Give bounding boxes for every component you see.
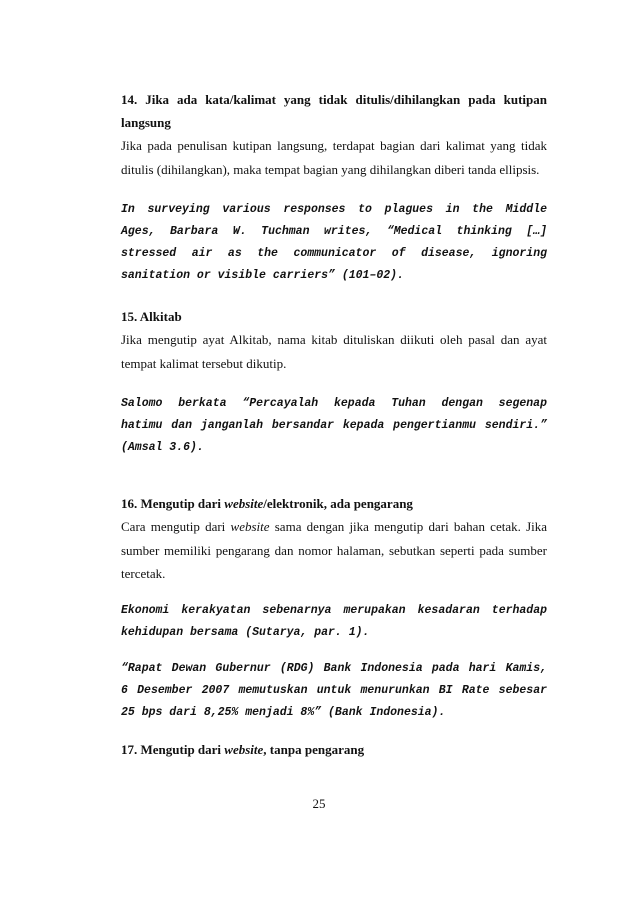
quote-line: Ages, Barbara W. Tuchman writes, “Medical thinking […] bbox=[121, 225, 547, 238]
quote-line: (Amsal 3.6). bbox=[121, 441, 204, 454]
section-heading: 17. Mengutip dari website, tanpa pengarang bbox=[121, 741, 365, 757]
section-heading-continued: langsung bbox=[121, 115, 171, 130]
section-heading: 15. Alkitab bbox=[121, 309, 182, 324]
paragraph-line: ditulis (dihilangkan), maka tempat bagian yang dihilangkan diberi tanda ellipsis. bbox=[121, 161, 540, 177]
quote-line: 6 Desember 2007 memutuskan untuk menurunkan BI Rate sebesar bbox=[121, 683, 547, 697]
paragraph-line: Jika pada penulisan kutipan langsung, terdapat bagian dari kalimat yang tidak bbox=[121, 138, 547, 153]
section-15 bbox=[121, 305, 547, 459]
quote-line: “Rapat Dewan Gubernur (RDG) Bank Indonesia pada hari Kamis, bbox=[121, 661, 547, 675]
quote-line: Ekonomi kerakyatan sebenarnya merupakan kesadaran terhadap bbox=[121, 603, 547, 617]
quote-line: hatimu dan janganlah bersandar kepada pengertianmu sendiri.” bbox=[121, 419, 547, 432]
paragraph-line: Jika mengutip ayat Alkitab, nama kitab dituliskan diikuti oleh pasal dan ayat bbox=[121, 332, 547, 347]
page-number: 25 bbox=[312, 796, 326, 811]
section-14 bbox=[121, 88, 547, 287]
quote-line: sanitation or visible carriers” (101–02). bbox=[121, 269, 404, 282]
section-heading: 16. Mengutip dari website/elektronik, ada pengarang bbox=[121, 496, 413, 511]
section-heading: 14. Jika ada kata/kalimat yang tidak ditulis/dihilangkan pada kutipan bbox=[121, 92, 547, 107]
page-content bbox=[121, 88, 547, 761]
paragraph-line: sumber memiliki pengarang dan nomor halaman, sebutkan seperti pada sumber bbox=[121, 542, 547, 558]
paragraph-line: Cara mengutip dari website sama dengan jika mengutip dari bahan cetak. Jika bbox=[121, 519, 548, 534]
quote-line: stressed air as the communicator of disease, ignoring bbox=[121, 247, 547, 260]
quote-line: Salomo berkata “Percayalah kepada Tuhan dengan segenap bbox=[121, 397, 547, 410]
section-16 bbox=[121, 492, 547, 724]
quote-line: 25 bps dari 8,25% menjadi 8%” (Bank Indonesia). bbox=[121, 705, 446, 719]
section-17 bbox=[121, 738, 547, 761]
quote-line: In surveying various responses to plagues in the Middle bbox=[121, 203, 547, 216]
paragraph-line: tempat kalimat tersebut dikutip. bbox=[121, 355, 287, 371]
quote-line: kehidupan bersama (Sutarya, par. 1). bbox=[121, 625, 370, 639]
paragraph-line: tercetak. bbox=[121, 566, 166, 581]
